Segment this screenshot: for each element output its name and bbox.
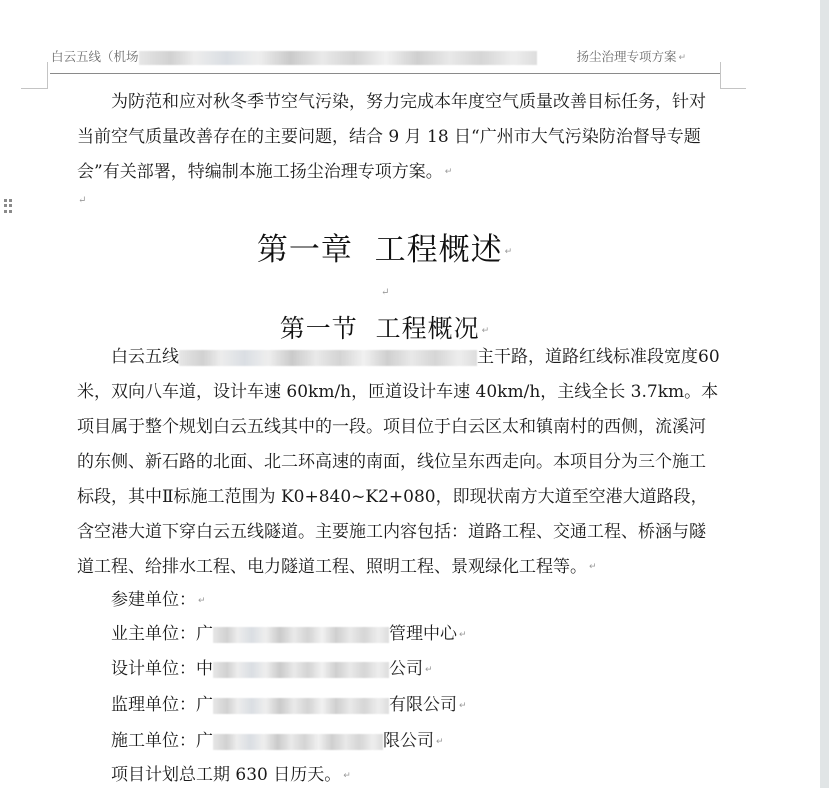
chapter-heading[interactable] — [0, 224, 770, 269]
construction-unit-label: 施工单位： — [111, 731, 196, 751]
supervision-unit-label: 监理单位： — [111, 695, 196, 715]
construction-unit-suffix: 限公司 — [383, 731, 434, 751]
supervision-unit-line[interactable] — [111, 693, 467, 718]
paragraph-mark-icon: ↵ — [459, 629, 467, 640]
owner-unit-label: 业主单位： — [111, 624, 196, 644]
design-unit-line[interactable] — [111, 657, 433, 682]
design-unit-suffix: 公司 — [389, 659, 423, 679]
overview-text: 主干路，道路红线标准段宽度60 米，双向八车道，设计车速 60km/h，匝道设计车速 40km/h，主线全长 3.7km。本项目属于整个规划白云五线其中的一段。项目位于白云区太和镇南村的西侧，流溪河的东侧、新石路的北面、北二环高速的南面，线位呈东西走向。本项目分为三个施工标段，其中Ⅱ标施工范围为 K0+840~K2+080，即现状南方大道至空港大道路段，含空港大道下穿白云五线隧道。主要施工内容包括：道路工程、交通工程、桥涵与隧道工程、给排水工程、电力隧道工程、照明工程、景观绿化工程等。 — [77, 347, 720, 577]
paragraph-mark-icon: ↵ — [436, 736, 444, 747]
owner-unit-suffix: 管理中心 — [389, 624, 457, 644]
paragraph-mark-icon: ↵ — [78, 195, 87, 206]
owner-unit-line[interactable] — [111, 622, 467, 647]
redacted-text — [213, 698, 389, 714]
supervision-unit-suffix: 有限公司 — [389, 695, 457, 715]
project-overview-paragraph[interactable] — [77, 340, 720, 585]
section-heading-text: 第一节 工程概况 — [279, 314, 480, 343]
redacted-text — [179, 350, 477, 366]
crop-mark-top-right — [720, 88, 746, 89]
design-unit-prefix: 中 — [196, 659, 213, 679]
block-drag-handle-icon[interactable] — [4, 199, 12, 213]
paragraph-mark-icon: ↵ — [444, 167, 453, 177]
design-unit-label: 设计单位： — [111, 659, 196, 679]
supervision-unit-prefix: 广 — [196, 695, 213, 715]
intro-text: 为防范和应对秋冬季节空气污染，努力完成本年度空气质量改善目标任务，针对当前空气质量改善存在的主要问题，结合 9 月 18 日“广州市大气污染防治督导专题会”有关部署，特编制本施工扬尘治理专项方案。 — [77, 92, 706, 182]
paragraph-mark-icon: ↵ — [481, 325, 491, 336]
crop-mark-top-left — [47, 62, 48, 89]
construction-unit-line[interactable] — [111, 729, 444, 754]
participants-heading-text: 参建单位： — [111, 590, 196, 610]
paragraph-mark-icon: ↵ — [678, 52, 686, 63]
header-divider — [50, 73, 720, 74]
paragraph-mark-icon: ↵ — [589, 562, 597, 572]
page-margin — [800, 0, 820, 788]
redacted-text — [213, 662, 389, 678]
intro-paragraph[interactable] — [77, 85, 720, 190]
section-heading[interactable] — [0, 309, 770, 343]
paragraph-mark-icon: ↵ — [425, 664, 433, 675]
vertical-scrollbar[interactable] — [820, 0, 829, 788]
crop-mark-top-left — [21, 88, 48, 89]
participants-heading[interactable] — [111, 588, 206, 613]
schedule-line[interactable] — [111, 763, 351, 788]
paragraph-mark-icon: ↵ — [381, 287, 390, 298]
owner-unit-prefix: 广 — [196, 624, 213, 644]
chapter-heading-text: 第一章 工程概述 — [256, 232, 503, 268]
paragraph-mark-icon: ↵ — [504, 246, 514, 257]
overview-prefix: 白云五线 — [111, 347, 179, 367]
page-header-left[interactable] — [51, 47, 537, 65]
schedule-text: 项目计划总工期 630 日历天。 — [111, 765, 342, 785]
paragraph-mark-icon: ↵ — [198, 595, 206, 606]
header-doc-title: 扬尘治理专项方案 — [576, 49, 677, 64]
paragraph-mark-icon: ↵ — [343, 770, 351, 781]
paragraph-mark-icon: ↵ — [459, 700, 467, 711]
header-project-name: 白云五线（机场 — [51, 49, 139, 64]
redacted-text — [213, 627, 389, 643]
page-header-right[interactable] — [576, 47, 686, 65]
crop-mark-top-right — [720, 62, 721, 89]
construction-unit-prefix: 广 — [196, 731, 213, 751]
redacted-text — [213, 734, 383, 750]
redacted-text — [139, 51, 537, 65]
